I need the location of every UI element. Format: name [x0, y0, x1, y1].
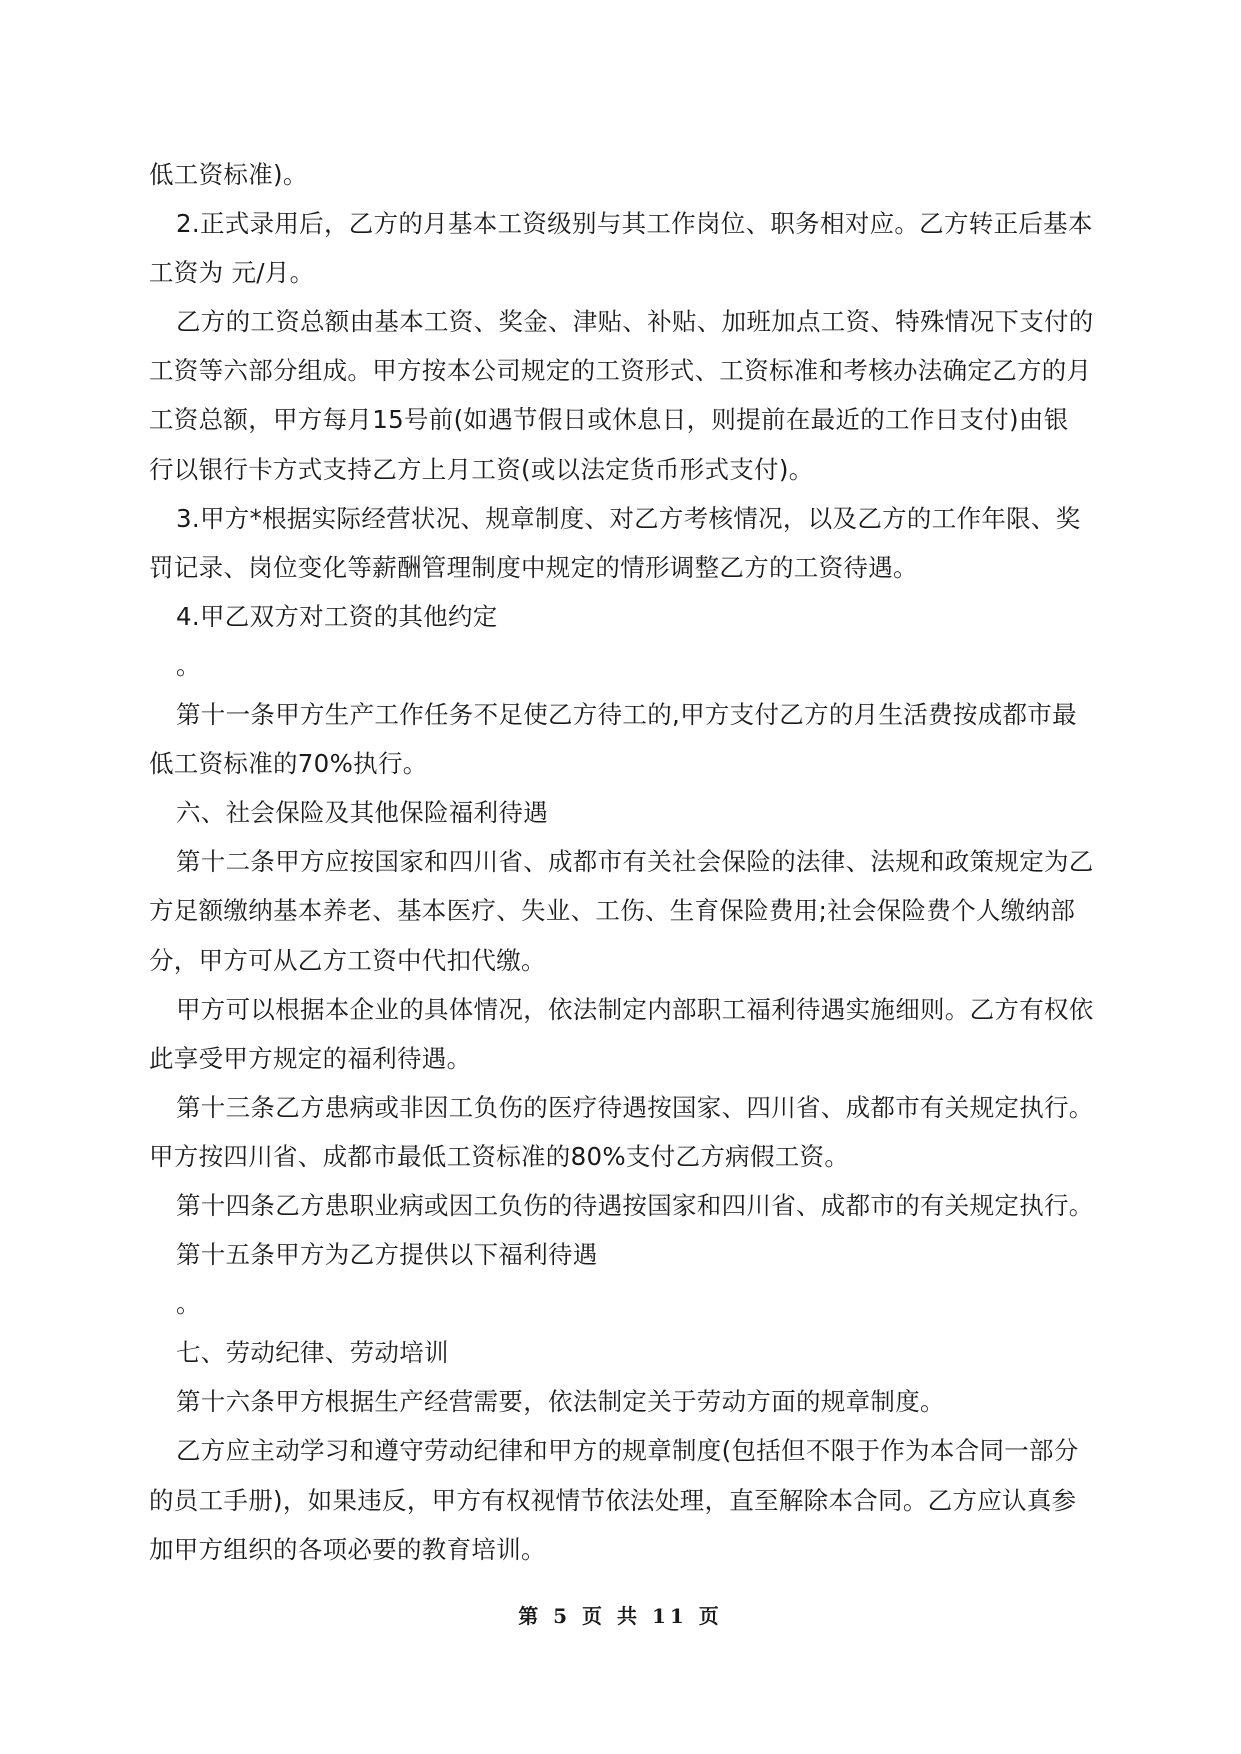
text-line: 分，甲方可从乙方工资中代扣代缴。	[149, 945, 546, 975]
text-line: 2.正式录用后，乙方的月基本工资级别与其工作岗位、职务相对应。乙方转正后基本	[176, 209, 1093, 239]
text-line: 低工资标准的70%执行。	[149, 749, 428, 779]
text-line: 低工资标准)。	[149, 160, 308, 189]
text-line: 乙方的工资总额由基本工资、奖金、津贴、补贴、加班加点工资、特殊情况下支付的	[176, 307, 1094, 337]
text-line: 方足额缴纳基本养老、基本医疗、失业、工伤、生育保险费用;社会保险费个人缴纳部	[149, 896, 1076, 926]
text-line: 行以银行卡方式支持乙方上月工资(或以法定货币形式支付)。	[149, 454, 814, 484]
text-line: 六、社会保险及其他保险福利待遇	[176, 798, 548, 828]
text-line: 工资为 元/月。	[149, 258, 315, 288]
text-line: 加甲方组织的各项必要的教育培训。	[149, 1534, 546, 1564]
text-line: 第十三条乙方患病或非因工负伤的医疗待遇按国家、四川省、成都市有关规定执行。	[176, 1092, 1094, 1122]
text-line: 工资等六部分组成。甲方按本公司规定的工资形式、工资标准和考核办法确定乙方的月	[149, 356, 1092, 386]
page-number-footer: 第 5 页 共 11 页	[518, 1604, 723, 1628]
text-line: 罚记录、岗位变化等薪酬管理制度中规定的情形调整乙方的工资待遇。	[149, 552, 918, 582]
text-line: 4.甲乙双方对工资的其他约定	[176, 601, 498, 631]
text-line: 第十六条甲方根据生产经营需要，依法制定关于劳动方面的规章制度。	[176, 1387, 945, 1417]
text-line: 工资总额，甲方每月15号前(如遇节假日或休息日，则提前在最近的工作日支付)由银	[149, 405, 1069, 435]
text-line: 七、劳动纪律、劳动培训	[176, 1338, 449, 1368]
text-line: 。	[176, 650, 201, 680]
text-line: 甲方可以根据本企业的具体情况，依法制定内部职工福利待遇实施细则。乙方有权依	[176, 994, 1094, 1024]
text-line: 的员工手册)，如果违反，甲方有权视情节依法处理，直至解除本合同。乙方应认真参	[149, 1485, 1077, 1515]
text-line: 第十四条乙方患职业病或因工负伤的待遇按国家和四川省、成都市的有关规定执行。	[176, 1190, 1094, 1220]
text-line: 甲方按四川省、成都市最低工资标准的80%支付乙方病假工资。	[149, 1141, 850, 1171]
text-line: 第十一条甲方生产工作任务不足使乙方待工的,甲方支付乙方的月生活费按成都市最	[176, 700, 1077, 730]
text-line: 3.甲方*根据实际经营状况、规章制度、对乙方考核情况，以及乙方的工作年限、奖	[176, 503, 1081, 533]
text-line: 第十五条甲方为乙方提供以下福利待遇	[176, 1240, 598, 1270]
document-body	[149, 150, 1097, 1574]
text-line: 此享受甲方规定的福利待遇。	[149, 1043, 472, 1073]
text-line: 乙方应主动学习和遵守劳动纪律和甲方的规章制度(包括但不限于作为本合同一部分	[176, 1436, 1079, 1466]
text-line: 第十二条甲方应按国家和四川省、成都市有关社会保险的法律、法规和政策规定为乙	[176, 847, 1094, 877]
text-line: 。	[176, 1289, 201, 1319]
